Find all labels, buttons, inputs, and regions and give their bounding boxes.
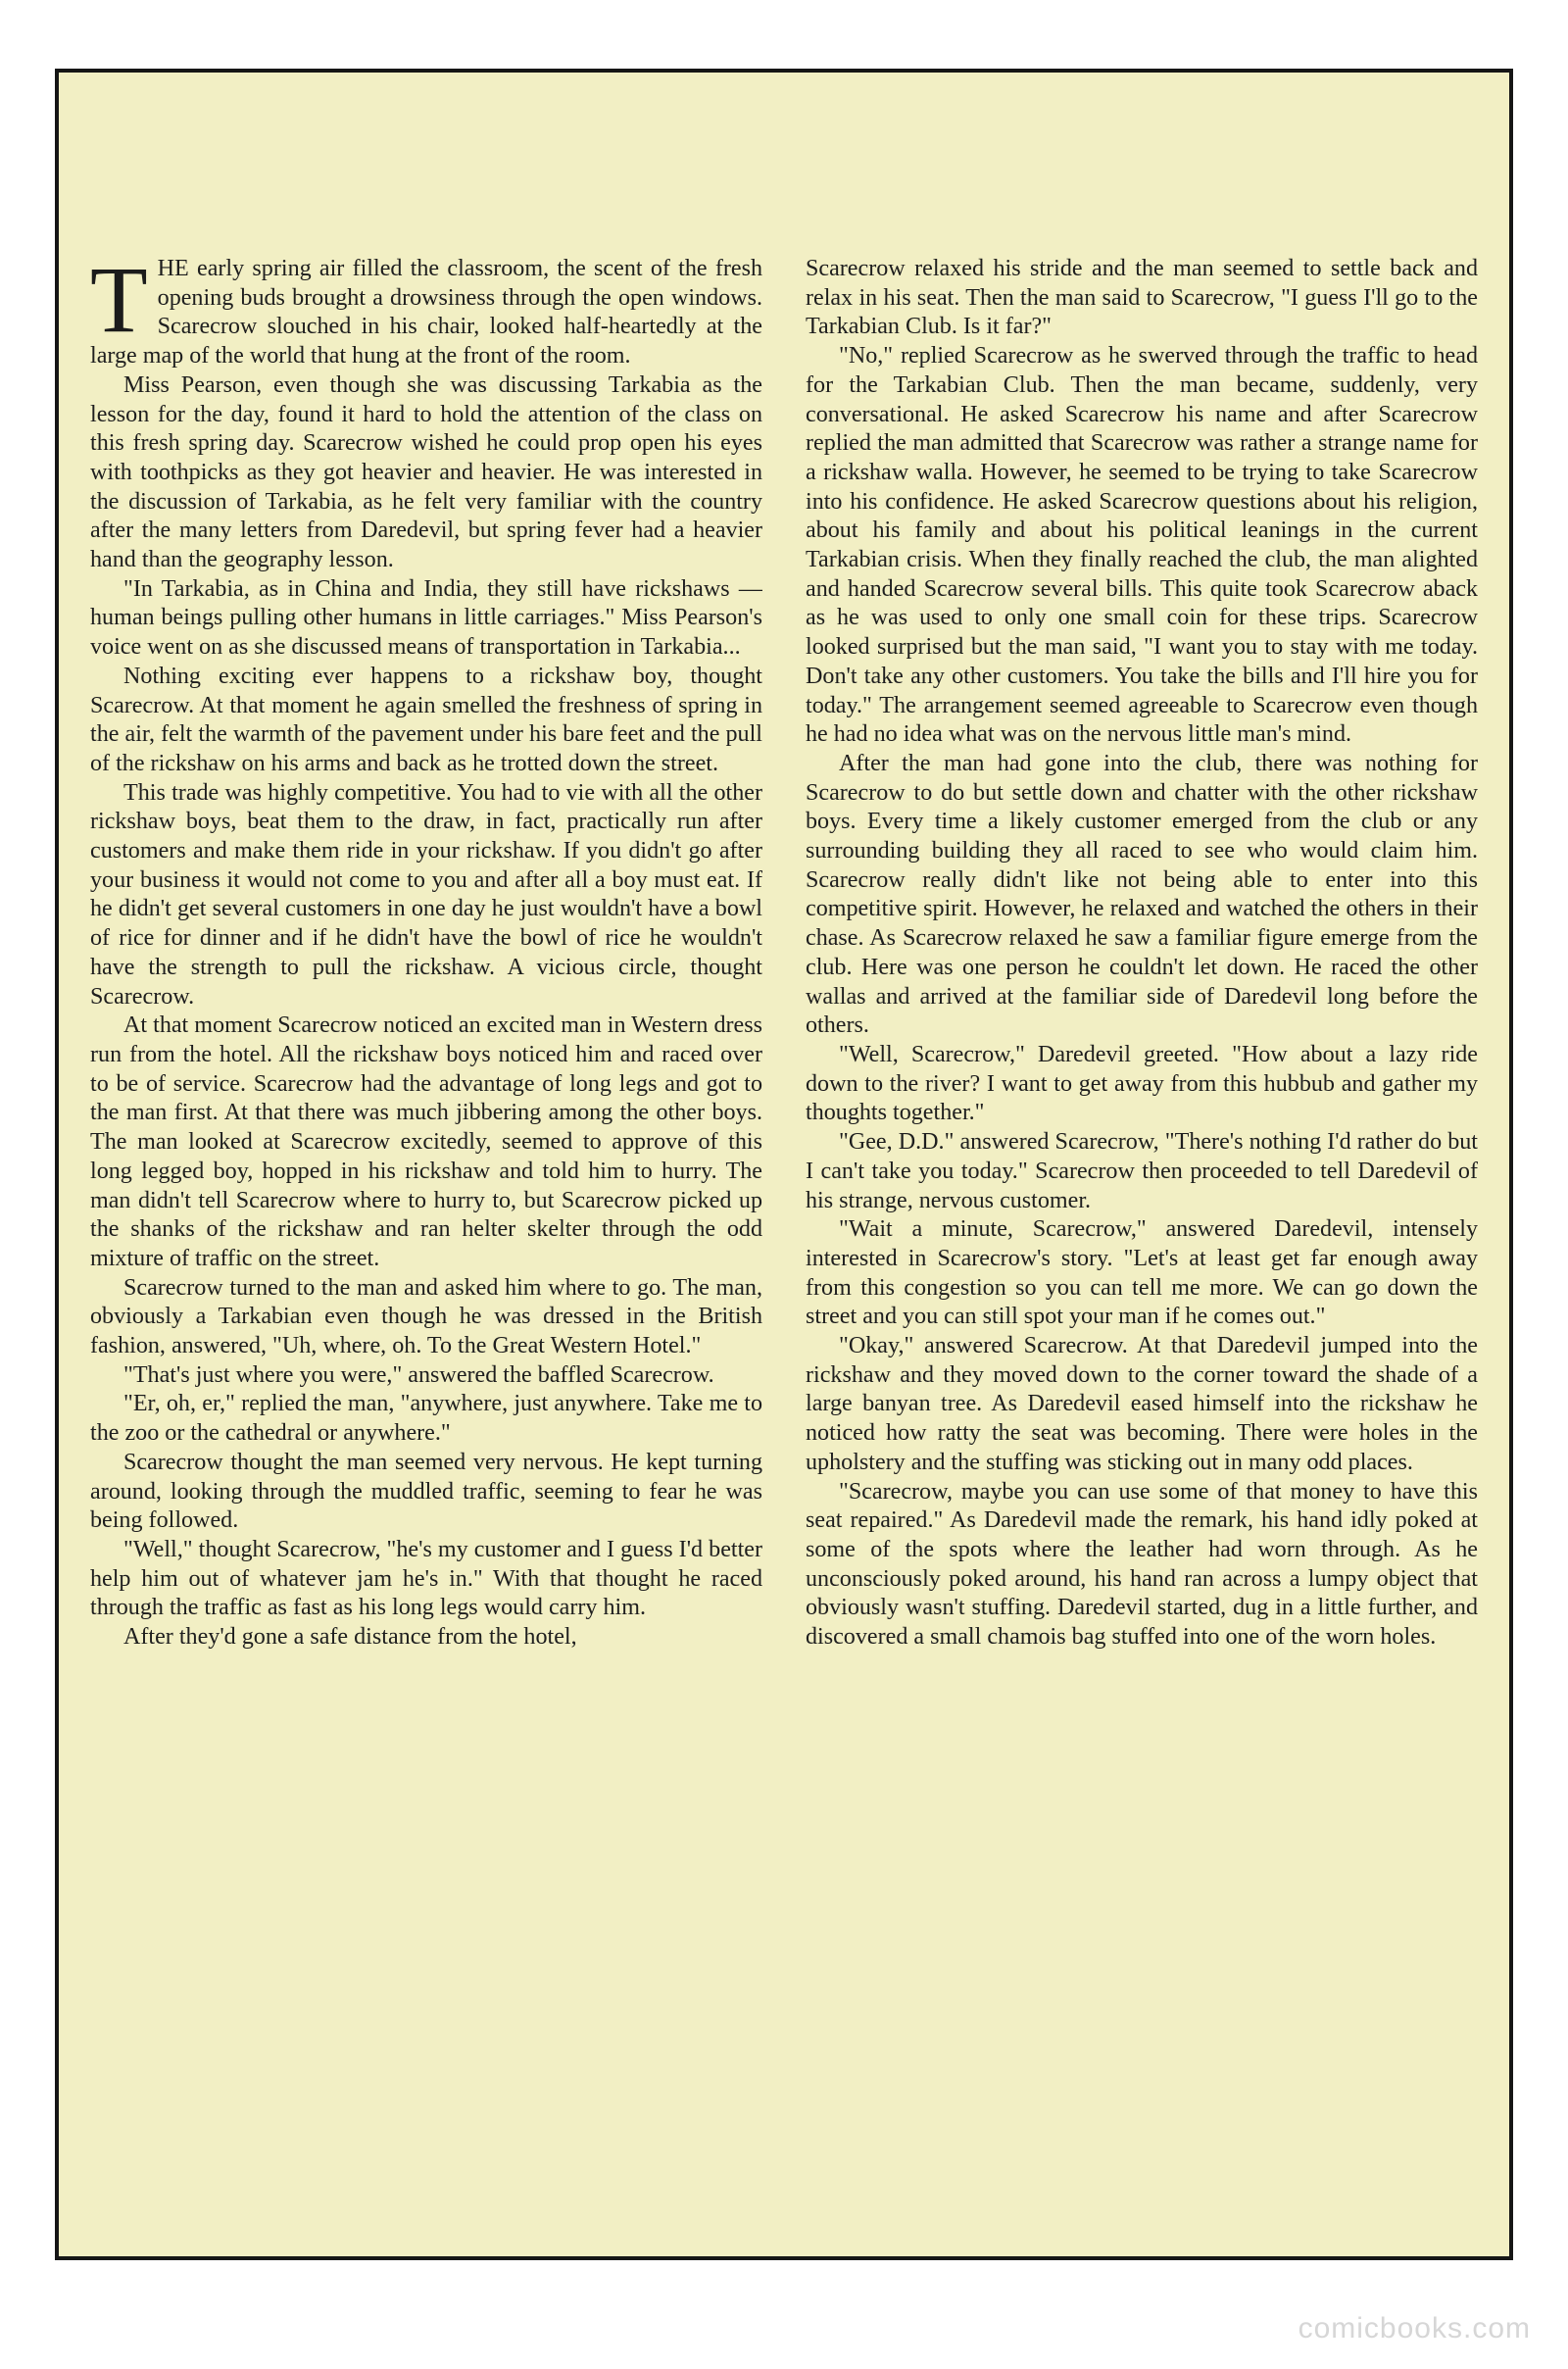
paragraph: Scarecrow relaxed his stride and the man seemed to settle back and relax in his seat. Then the man said to Scarecrow, "I guess I'll go to the Tarkabian Club. Is it far?" bbox=[806, 256, 1478, 340]
paragraph: "Gee, D.D." answered Scarecrow, "There's nothing I'd rather do but I can't take you today." Scarecrow then proceeded to tell Daredevil of his strange, nervous customer. bbox=[806, 1129, 1478, 1213]
paragraph bbox=[90, 255, 762, 371]
paragraph: "Er, oh, er," replied the man, "anywhere, just anywhere. Take me to the zoo or the cathedral or anywhere." bbox=[90, 1391, 762, 1447]
drop-cap: T bbox=[90, 255, 148, 352]
paragraph: Miss Pearson, even though she was discussing Tarkabia as the lesson for the day, found it hard to hold the attention of the class on this fresh spring day. Scarecrow wished he could prop open his eyes with toothpicks as they got heavier and heavier. He was interested in the discussion of Tarkabia, as he felt very familiar with the country after the many letters from Daredevil, but spring fever had a heavier hand than the geography lesson. bbox=[90, 371, 762, 573]
paragraph: Scarecrow thought the man seemed very nervous. He kept turning around, looking through the muddled traffic, seeming to fear he was being followed. bbox=[90, 1449, 762, 1534]
paragraph: Nothing exciting ever happens to a rickshaw boy, thought Scarecrow. At that moment he again smelled the freshness of spring in the air, felt the warmth of the pavement under his bare feet and the pull of the rickshaw on his arms and back as he trotted down the street. bbox=[90, 663, 762, 776]
paragraph: "Well, Scarecrow," Daredevil greeted. "How about a lazy ride down to the river? I want to get away from this hubbub and gather my thoughts together." bbox=[806, 1041, 1478, 1126]
paragraph: Scarecrow turned to the man and asked him where to go. The man, obviously a Tarkabian even though he was dressed in the British fashion, answered, "Uh, where, oh. To the Great Western Hotel." bbox=[90, 1274, 762, 1359]
paragraph: "In Tarkabia, as in China and India, they still have rickshaws — human beings pulling other humans in little carriages." Miss Pearson's voice went on as she discussed means of transportation in Tarkabia... bbox=[90, 575, 762, 661]
text-column-left bbox=[90, 255, 762, 2229]
paragraph: "That's just where you were," answered the baffled Scarecrow. bbox=[123, 1361, 714, 1388]
watermark: comicbooks.com bbox=[1298, 2312, 1531, 2344]
text-column-right bbox=[806, 255, 1478, 2229]
paragraph: At that moment Scarecrow noticed an excited man in Western dress run from the hotel. All the rickshaw boys noticed him and raced over to be of service. Scarecrow had the advantage of long legs and got to the man first. At that there was much jibbering among the other boys. The man looked at Scarecrow excitedly, seemed to approve of this long legged boy, hopped in his rickshaw and told him to hurry. The man didn't tell Scarecrow where to hurry to, but Scarecrow picked up the shanks of the rickshaw and ran helter skelter through the odd mixture of traffic on the street. bbox=[90, 1012, 762, 1271]
paragraph: After the man had gone into the club, there was nothing for Scarecrow to do but settle down and chatter with the other rickshaw boys. Every time a likely customer emerged from the club or any surrounding building they all raced to see who would claim him. Scarecrow really didn't like not being able to enter into this competitive spirit. However, he relaxed and watched the others in their chase. As Scarecrow relaxed he saw a familiar figure emerge from the club. Here was one person he couldn't let down. He raced the other wallas and arrived at the familiar side of Daredevil long before the others. bbox=[806, 750, 1478, 1039]
paragraph: "Scarecrow, maybe you can use some of that money to have this seat repaired." As Daredevil made the remark, his hand idly poked at some of the spots where the leather had worn through. As he unconsciously poked around, his hand ran across a lumpy object that obviously wasn't stuffing. Daredevil started, dug in a little further, and discovered a small chamois bag stuffed into one of the worn holes. bbox=[806, 1478, 1478, 1651]
paragraph: "Okay," answered Scarecrow. At that Daredevil jumped into the rickshaw and they moved down to the corner toward the shade of a large banyan tree. As Daredevil eased himself into the rickshaw he noticed how ratty the seat was becoming. There were holes in the upholstery and the stuffing was sticking out in many odd places. bbox=[806, 1333, 1478, 1475]
paragraph: "No," replied Scarecrow as he swerved through the traffic to head for the Tarkabian Club. Then the man became, suddenly, very conversational. He asked Scarecrow his name and after Scarecrow replied the man admitted that Scarecrow was rather a strange name for a rickshaw walla. However, he seemed to be trying to take Scarecrow into his confidence. He asked Scarecrow questions about his religion, about his family and about his political leanings in the current Tarkabian crisis. When they finally reached the club, the man alighted and handed Scarecrow several bills. This quite took Scarecrow aback as he was used to only one small coin for these trips. Scarecrow looked surprised but the man said, "I want you to stay with me today. Don't take any other customers. You take the bills and I'll hire you for today." The arrangement seemed agreeable to Scarecrow even though he had no idea what was on the nervous little man's mind. bbox=[806, 343, 1478, 748]
paragraph: After they'd gone a safe distance from the hotel, bbox=[123, 1624, 577, 1651]
paragraph: "Wait a minute, Scarecrow," answered Daredevil, intensely interested in Scarecrow's story. "Let's at least get far enough away from this congestion so you can tell me more. We can go down the street and you can still spot your man if he comes out." bbox=[806, 1216, 1478, 1330]
story-text-area bbox=[90, 255, 1478, 2229]
paragraph-text: HE early spring air filled the classroom, the scent of the fresh opening buds brought a drowsiness through the open windows. Scarecrow slouched in his chair, looked half-heartedly at the large map of the world that hung at the front of the room. bbox=[90, 256, 762, 370]
paragraph: This trade was highly competitive. You had to vie with all the other rickshaw boys, beat them to the draw, in fact, practically run after customers and make them ride in your rickshaw. If you didn't go after your business it would not come to you and after all a boy must eat. If he didn't get several customers in one day he just wouldn't have a bowl of rice for dinner and if he didn't have the bowl of rice he wouldn't have the strength to pull the rickshaw. A vicious circle, thought Scarecrow. bbox=[90, 779, 762, 1010]
page-frame bbox=[55, 69, 1513, 2260]
paragraph: "Well," thought Scarecrow, "he's my customer and I guess I'd better help him out of whatever jam he's in." With that thought he raced through the traffic as fast as his long legs would carry him. bbox=[90, 1536, 762, 1621]
